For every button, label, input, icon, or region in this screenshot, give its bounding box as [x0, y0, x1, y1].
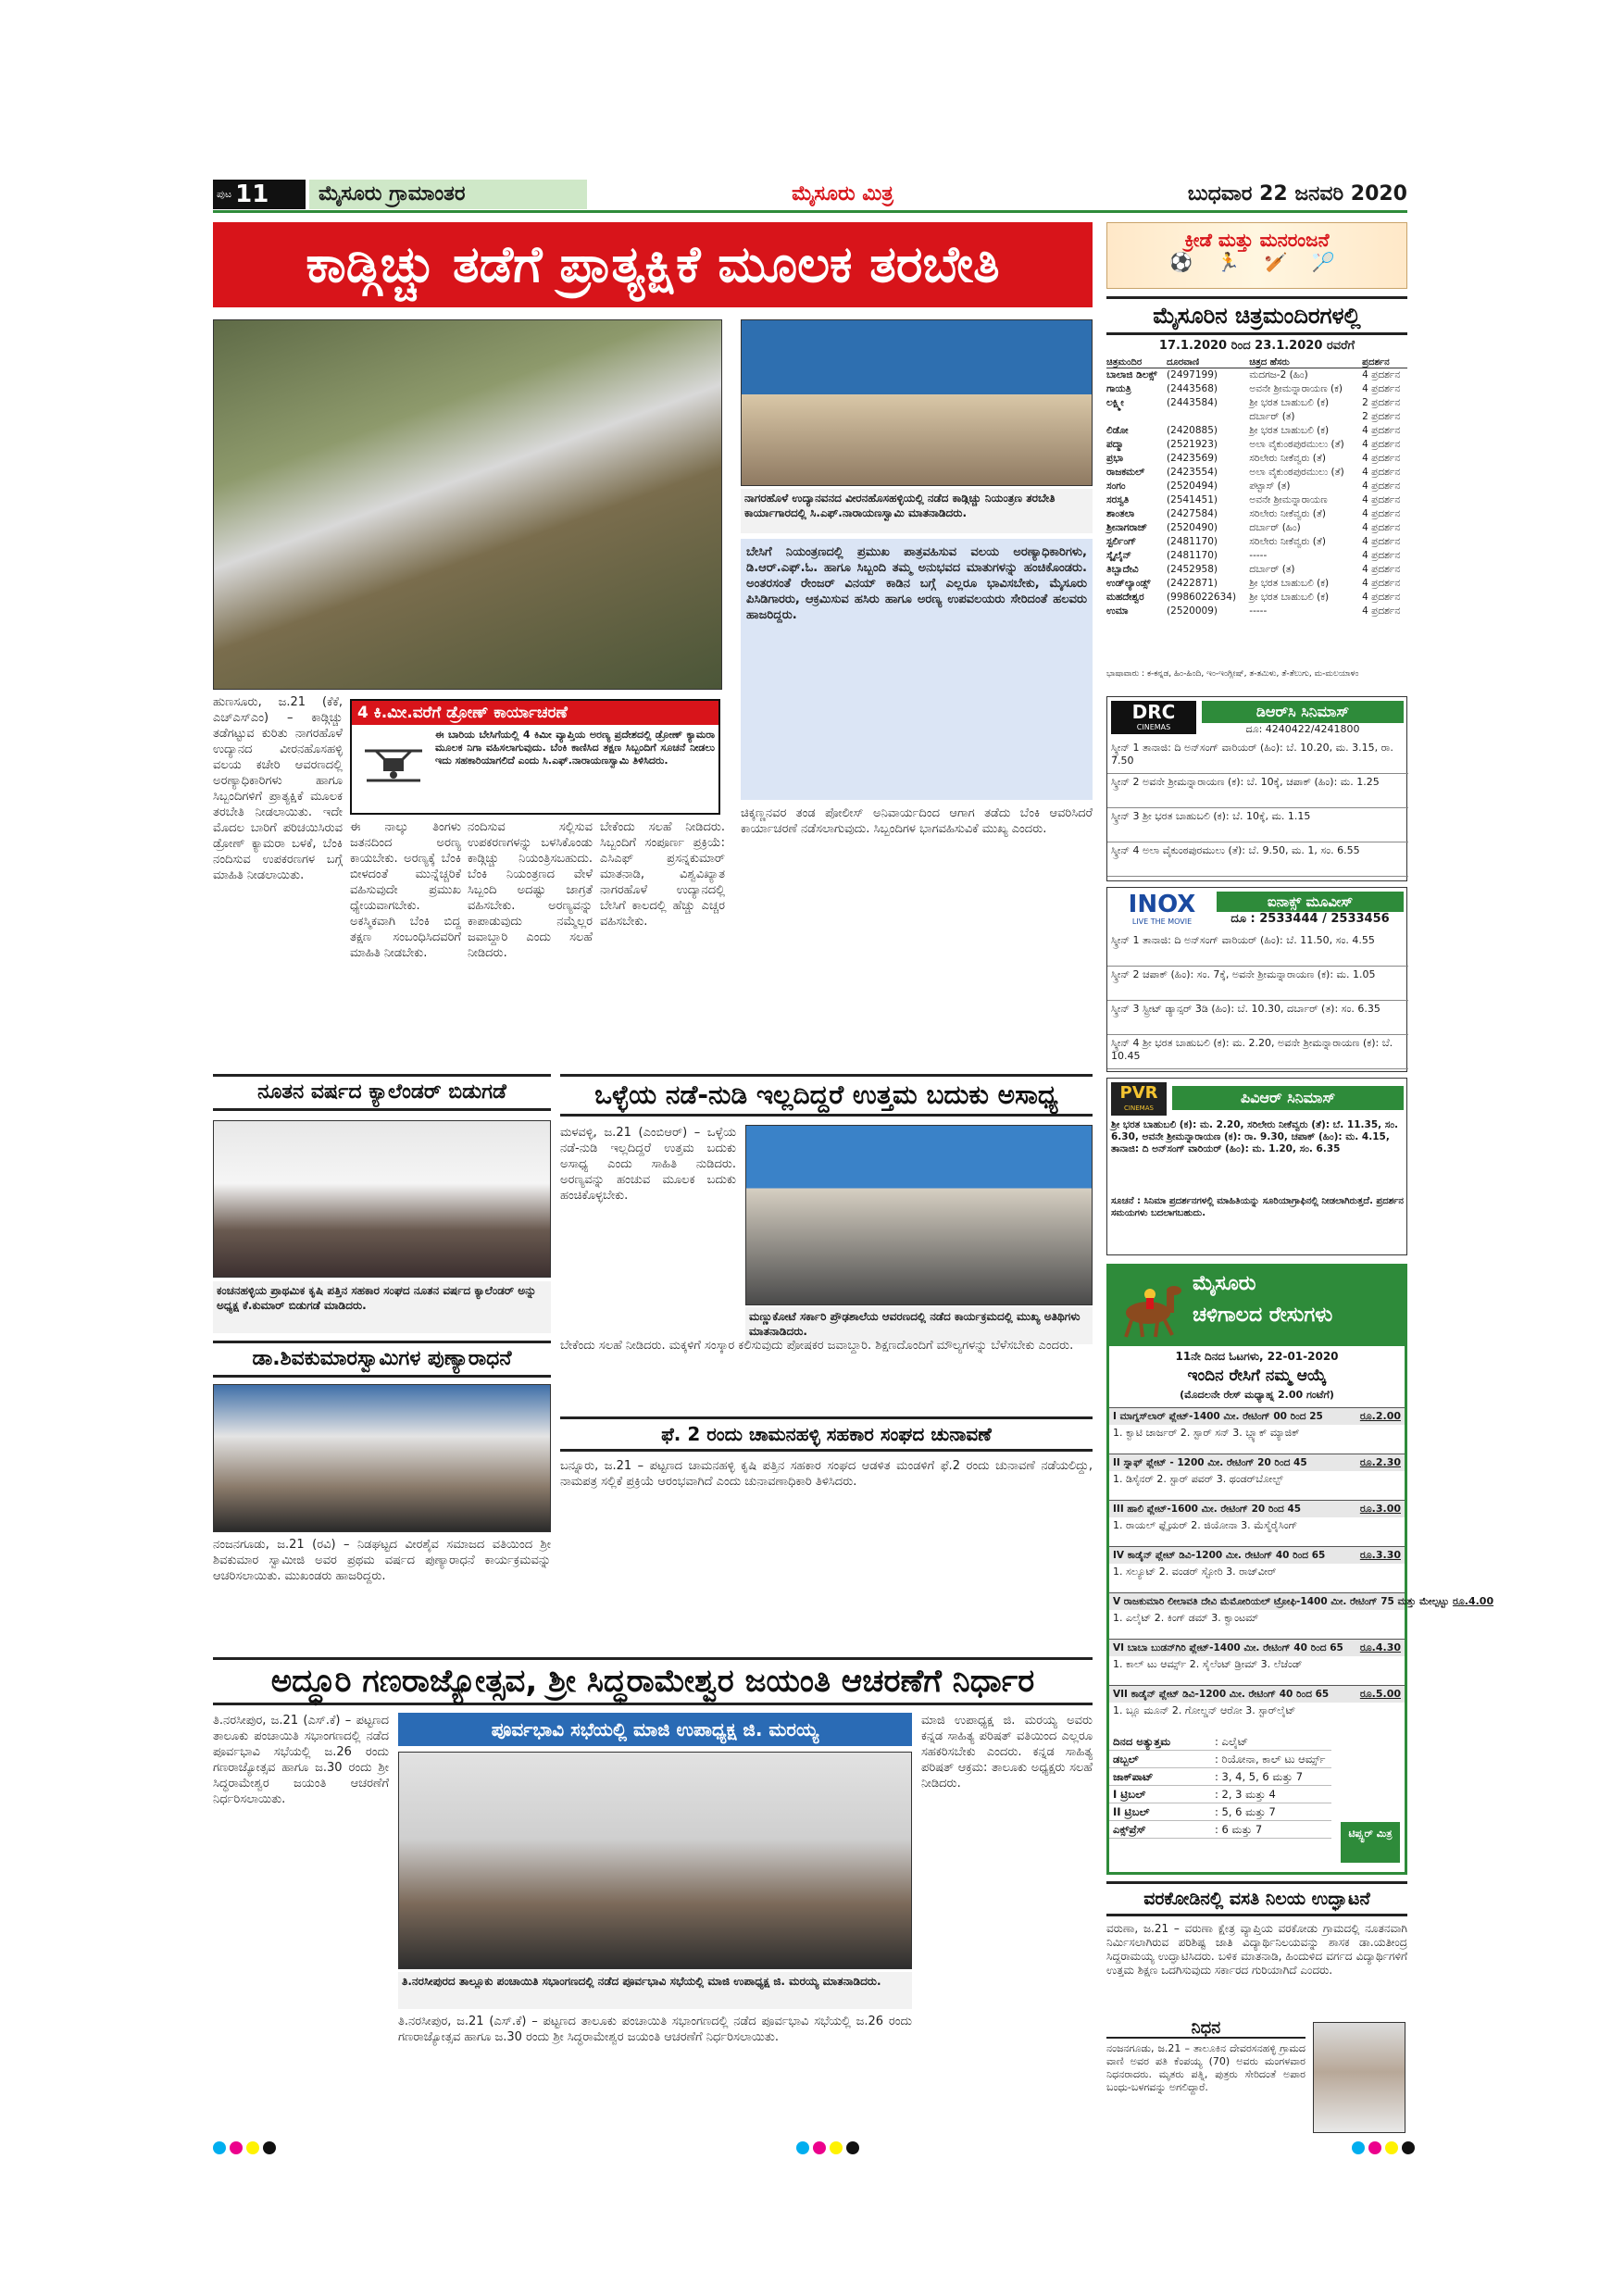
cinemas-table-cell: ಉಡ್‌ಲ್ಯಾಂಡ್ಸ್	[1106, 578, 1151, 589]
drc-logo	[1111, 701, 1196, 734]
lead-body-col2: ಈ ನಾಲ್ಕು ತಿಂಗಳು ಜತನದಿಂದ ಅರಣ್ಯ ಕಾಯಬೇಕು. ಅರಣ್ಯಕ್ಕೆ ಬೆಂಕಿ ಬೀಳದಂತೆ ಮುನ್ನೆಚ್ಚರಿಕೆ ವಹಿಸುವುದೇ ಪ್ರಮುಖ ಧ್ಯೇಯವಾಗಬೇಕು. ಅಕಸ್ಮಿಕವಾಗಿ ಬೆಂಕಿ ಬಿದ್ದ ತಕ್ಷಣ ಸಂಬಂಧಿಸಿದವರಿಗೆ ಮಾಹಿತಿ ನೀಡಬೇಕು.	[350, 820, 461, 960]
cinemas-table-cell: ಸರಿಲೇರು ನೀಕೆವ್ವರು (ತೆ)	[1249, 453, 1326, 464]
inox-screen-row: ಸ್ಕ್ರೀನ್ 1 ತಾನಾಜಿ: ದಿ ಅನ್‌ಸಂಗ್ ವಾರಿಯರ್ (ಹಿಂ): ಬೆ. 11.50, ಸಂ. 4.55	[1107, 932, 1408, 967]
health-caption: ಮಣ್ಣುಕೋಟೆ ಸರ್ಕಾರಿ ಪ್ರೌಢಶಾಲೆಯ ಆವರಣದಲ್ಲಿ ನಡೆದ ಕಾರ್ಯಕ್ರಮದಲ್ಲಿ ಮುಖ್ಯ ಅತಿಥಿಗಳು ಮಾತನಾಡಿದರು.	[745, 1307, 1093, 1344]
cinemas-table-row	[1106, 410, 1407, 424]
pvr-text: ಶ್ರೀ ಭರತ ಬಾಹುಬಲಿ (ಕ): ಮ. 2.20, ಸರಿಲೇರು ನೀಕೆವ್ವರು (ತೆ): ಬೆ. 11.35, ಸಂ. 6.30, ಅವನೇ ಶ್ರೀಮನ್ನಾರಾಯಣ (ಕ): ರಾ. 9.30, ಚಪಾಕ್ (ಹಿಂ): ಮ. 4.15, ತಾನಾಜಿ: ದಿ ಅನ್‌ಸಂಗ್ ವಾರಿಯರ್ (ಹಿಂ): ಮ. 1.20, ಸಂ. 6.35	[1111, 1119, 1398, 1154]
cinemas-table-cell: ಶ್ರೀ ಭರತ ಬಾಹುಬಲಿ (ಕ)	[1249, 397, 1330, 408]
drc-screens	[1107, 740, 1408, 880]
race-item	[1109, 1685, 1405, 1731]
lead-body-col4: ಬೇಕೆಂದು ಸಲಹೆ ನೀಡಿದರು. ಸಿಬ್ಬಂದಿಗೆ ಸಂಪೂರ್ಣ ಪ್ರಕ್ರಿಯೆ: ಎಸಿಎಫ್ ಪ್ರಸನ್ನಕುಮಾರ್ ಮಾತನಾಡಿ, ವಿಶ್ವವಿಖ್ಯಾತ ನಾಗರಹೊಳೆ ಉದ್ಯಾನದಲ್ಲಿ ಬೇಸಿಗೆ ಕಾಲದಲ್ಲಿ ಹೆಚ್ಚು ಎಚ್ಚರ ವಹಿಸಬೇಕು.	[600, 820, 725, 929]
republic-photo	[398, 1752, 912, 1969]
cinemas-table-row	[1106, 466, 1407, 480]
cinemas-table-cell: ಸಂಗಂ	[1106, 480, 1126, 492]
drc-logo-sub: CINEMAS	[1136, 723, 1171, 731]
drc-screen-row: ಸ್ಕ್ರೀನ್ 3 ಶ್ರೀ ಭರತ ಬಾಹುಬಲಿ (ಕ): ಬೆ. 10ಕ್ಕೆ, ಮ. 1.15	[1107, 808, 1408, 842]
republic-sub-headline: ಪೂರ್ವಭಾವಿ ಸಭೆಯಲ್ಲಿ ಮಾಜಿ ಉಪಾಧ್ಯಕ್ಷ ಜಿ. ಮರಯ್ಯ	[398, 1713, 912, 1746]
race-summary-row	[1109, 1751, 1331, 1768]
cinemas-table-cell: (2497199)	[1167, 369, 1218, 381]
race-picks: 1. ಕಾಲ್ ಟು ಆರ್ಮ್ಸ್ 2. ಸೈಲೆಂಟ್ ಡ್ರೀಮ್ 3. ಲೆಜೆಂಡ್	[1113, 1658, 1303, 1670]
racing-start-time: (ಮೊದಲನೇ ರೇಸ್ ಮಧ್ಯಾಹ್ನ 2.00 ಗಂಟೆಗೆ)	[1180, 1389, 1334, 1401]
lead-body-col5: ಚಿಕ್ಕಣ್ಣನವರ ತಂಡ ಪೋಲೀಸ್ ಅನಿವಾರ್ಯದಿಂದ ಆಗಾಗ ತಡೆದು ಬೆಂಕಿ ಆವರಿಸಿದರೆ ಕಾರ್ಯಾಚರಣೆ ನಡೆಸಲಾಗುವುದು. ಸಿಬ್ಬಂದಿಗಳ ಭಾಗವಹಿಸುವಿಕೆ ಮುಖ್ಯ ಎಂದರು.	[741, 806, 1093, 836]
section-name: ಮೈಸೂರು ಗ್ರಾಮಾಂತರ	[309, 180, 587, 209]
cinemas-table-cell: ಪ್ರಭಾ	[1106, 453, 1124, 464]
race-summary-value: : ಎಲೈಟ್	[1215, 1735, 1249, 1748]
inox-screens	[1107, 932, 1408, 1071]
cinemas-table-cell: 4 ಪ್ರದರ್ಶನ	[1362, 508, 1401, 519]
cinemas-table-row	[1106, 535, 1407, 549]
health-text-col2: ಬೇಕೆಂದು ಸಲಹೆ ನೀಡಿದರು. ಮಕ್ಕಳಿಗೆ ಸಂಸ್ಕಾರ ಕಲಿಸುವುದು ಪೋಷಕರ ಜವಾಬ್ದಾರಿ. ಶಿಕ್ಷಣದೊಂದಿಗೆ ಮೌಲ್ಯಗಳನ್ನು ಬೆಳೆಸಬೇಕು ಎಂದರು.	[560, 1339, 1074, 1353]
drone-icon	[357, 732, 430, 797]
cinemas-table-cell: (2422871)	[1167, 578, 1218, 589]
racing-today: ಇಂದಿನ ರೇಸಿಗೆ ನಮ್ಮ ಆಯ್ಕೆ	[1187, 1366, 1327, 1385]
cinemas-table-row	[1106, 452, 1407, 466]
republic-headline: ಅದ್ಧೂರಿ ಗಣರಾಜ್ಯೋತ್ಸವ, ಶ್ರೀ ಸಿದ್ಧರಾಮೇಶ್ವರ ಜಯಂತಿ ಆಚರಣೆಗೆ ನಿರ್ಧಾರ	[213, 1657, 1093, 1705]
cinemas-table	[1106, 357, 1407, 618]
cinemas-table-cell: ಶ್ರೀ ಭರತ ಬಾಹುಬಲಿ (ಕ)	[1249, 592, 1330, 603]
cinemas-table-row	[1106, 382, 1407, 396]
drc-logo-text: DRC	[1131, 701, 1176, 723]
drc-block	[1106, 696, 1407, 881]
race-prize: ರೂ.3.30	[1359, 1549, 1401, 1561]
drone-box-title: 4 ಕಿ.ಮೀ.ವರೆಗೆ ಡ್ರೋಣ್ ಕಾರ್ಯಾಚರಣೆ	[352, 701, 718, 725]
cinemas-table-cell: 4 ಪ್ರದರ್ಶನ	[1362, 480, 1401, 492]
pvr-logo-text: PVR	[1119, 1083, 1158, 1103]
race-summary-value: : 5, 6 ಮತ್ತು 7	[1215, 1805, 1276, 1818]
race-summary-value: : ರಿಯೋನಾ, ಕಾಲ್ ಟು ಆರ್ಮ್ಸ್	[1215, 1753, 1326, 1766]
cinemas-table-cell: 4 ಪ್ರದರ್ಶನ	[1362, 453, 1401, 464]
cinemas-table-cell: (2423554)	[1167, 467, 1218, 478]
inox-screen-row: ಸ್ಕ್ರೀನ್ 4 ಶ್ರೀ ಭರತ ಬಾಹುಬಲಿ (ಕ): ಮ. 2.20, ಅವನೇ ಶ್ರೀಮನ್ನಾರಾಯಣ (ಕ): ಬೆ. 10.45	[1107, 1035, 1408, 1069]
cinemas-table-cell: 4 ಪ್ರದರ್ಶನ	[1362, 494, 1401, 505]
cinemas-table-cell: ಶಾಂತಲಾ	[1106, 508, 1135, 519]
page-number-box	[213, 180, 306, 209]
cinemas-table-cell: ಸರಿಲೇರು ನೀಕೆವ್ವರು (ತೆ)	[1249, 536, 1326, 547]
cinemas-table-cell: 4 ಪ್ರದರ್ಶನ	[1362, 578, 1401, 589]
cinemas-table-cell: 4 ಪ್ರದರ್ಶನ	[1362, 536, 1401, 547]
republic-text-col4: ಮಾಜಿ ಉಪಾಧ್ಯಕ್ಷ ಜಿ. ಮರಯ್ಯ ಅವರು ಕನ್ನಡ ಸಾಹಿತ್ಯ ಪರಿಷತ್ ವತಿಯಿಂದ ಎಲ್ಲರೂ ಸಹಕರಿಸಬೇಕು ಎಂದರು. ಕನ್ನಡ ಸಾಹಿತ್ಯ ಪರಿಷತ್ ಆಕ್ರಮ: ತಾಲೂಕು ಅಧ್ಯಕ್ಷರು ಸಲಹೆ ನೀಡಿದರು.	[921, 1714, 1093, 1791]
cinemas-table-wrap	[1106, 357, 1407, 668]
cinemas-table-row	[1106, 493, 1407, 507]
drone-box-text: ಈ ಬಾರಿಯ ಬೇಸಿಗೆಯಲ್ಲಿ 4 ಕಿಮೀ ವ್ಯಾಪ್ತಿಯ ಅರಣ್ಯ ಪ್ರದೇಶದಲ್ಲಿ ಡ್ರೋಣ್ ಕ್ಯಾಮರಾ ಮೂಲಕ ನಿಗಾ ವಹಿಸಲಾಗುವುದು. ಬೆಂಕಿ ಕಾಣಿಸಿದ ತಕ್ಷಣ ಸಿಬ್ಬಂದಿಗೆ ಸೂಚನೆ ನೀಡಲು ಇದು ಸಹಕಾರಿಯಾಗಲಿದೆ ಎಂದು ಸಿ.ಎಫ್.ನಾರಾಯಣಸ್ವಾಮಿ ತಿಳಿಸಿದರು.	[435, 729, 715, 767]
cinemas-table-row	[1106, 563, 1407, 577]
republic-text-bottom: ತಿ.ನರಸೀಪುರ, ಜ.21 (ಎಸ್.ಕೆ) – ಪಟ್ಟಣದ ತಾಲೂಕು ಪಂಚಾಯಿತಿ ಸಭಾಂಗಣದಲ್ಲಿ ನಡೆದ ಪೂರ್ವಭಾವಿ ಸಭೆಯಲ್ಲಿ ಜ.26 ರಂದು ಗಣರಾಜ್ಯೋತ್ಸವ ಹಾಗೂ ಜ.30 ರಂದು ಶ್ರೀ ಸಿದ್ಧರಾಮೇಶ್ವರ ಜಯಂತಿ ಆಚರಣೆಗೆ ನಿರ್ಧರಿಸಲಾಯಿತು.	[398, 2015, 912, 2044]
punyaradhane-headline: ಡಾ.ಶಿವಕುಮಾರಸ್ವಾಮಿಗಳ ಪುಣ್ಯಾರಾಧನೆ	[213, 1341, 551, 1378]
print-registration-marks-left	[213, 2140, 324, 2155]
race-prize: ರೂ.4.00	[1452, 1595, 1494, 1607]
hostel-text: ವರುಣಾ, ಜ.21 – ವರುಣಾ ಕ್ಷೇತ್ರ ವ್ಯಾಪ್ತಿಯ ವರಕೋಡು ಗ್ರಾಮದಲ್ಲಿ ನೂತನವಾಗಿ ನಿರ್ಮಿಸಲಾಗಿರುವ ಪರಿಶಿಷ್ಟ ಜಾತಿ ವಿದ್ಯಾರ್ಥಿನಿಲಯವನ್ನು ಶಾಸಕ ಡಾ.ಯತೀಂದ್ರ ಸಿದ್ದರಾಮಯ್ಯ ಉದ್ಘಾಟಿಸಿದರು. ಬಳಿಕ ಮಾತನಾಡಿ, ಹಿಂದುಳಿದ ವರ್ಗದ ವಿದ್ಯಾರ್ಥಿಗಳಿಗೆ ಉತ್ತಮ ಶಿಕ್ಷಣ ಒದಗಿಸುವುದು ಸರ್ಕಾರದ ಗುರಿಯಾಗಿದೆ ಎಂದರು.	[1106, 1922, 1407, 1977]
race-title	[1109, 1408, 1405, 1425]
race-list	[1109, 1407, 1494, 1731]
cinemas-table-cell: ದರ್ಬಾರ್ (ಹಿಂ)	[1249, 522, 1301, 533]
pvr-note: ಸೂಚನೆ : ಸಿನಿಮಾ ಪ್ರದರ್ಶನಗಳಲ್ಲಿ ಮಾಹಿತಿಯನ್ನು ಸೂರಿಯಾಗ್ರಾಫಿನಲ್ಲಿ ನೀಡಲಾಗಿರುತ್ತದೆ. ಪ್ರದರ್ಶನ ಸಮಯಗಳು ಬದಲಾಗಬಹುದು.	[1111, 1196, 1404, 1218]
race-summary-label: ಡಬ್ಬಲ್	[1113, 1753, 1139, 1766]
cinemas-table-cell: (2452958)	[1167, 564, 1218, 575]
election-headline: ಫೆ. 2 ರಂದು ಚಾಮನಹಳ್ಳಿ ಸಹಕಾರ ಸಂಘದ ಚುನಾವಣೆ	[560, 1416, 1093, 1452]
cinemas-table-cell: ಅವನೇ ಶ್ರೀಮನ್ನಾರಾಯಣ	[1249, 494, 1328, 505]
paper-name: ಮೈಸೂರು ಮಿತ್ರ	[792, 182, 893, 206]
cinemas-table-cell: 4 ಪ್ರದರ್ಶನ	[1362, 369, 1401, 381]
race-summary-value: : 6 ಮತ್ತು 7	[1215, 1823, 1263, 1836]
racing-day-line: 11ನೇ ದಿನದ ಓಟಗಳು, 22-01-2020	[1175, 1350, 1339, 1363]
calendar-headline: ನೂತನ ವರ್ಷದ ಕ್ಯಾಲೆಂಡರ್ ಬಿಡುಗಡೆ	[213, 1074, 551, 1111]
inox-block	[1106, 887, 1407, 1072]
cinemas-table-cell: (2443568)	[1167, 383, 1218, 394]
sports-banner	[1106, 222, 1407, 289]
cinemas-table-cell: ದರ್ಬಾರ್ (ತ)	[1249, 564, 1295, 575]
racing-header	[1109, 1267, 1405, 1346]
calendar-photo	[213, 1120, 551, 1278]
cinemas-table-row	[1106, 438, 1407, 452]
cinemas-table-cell: ರಾಜಕಮಲ್	[1106, 467, 1145, 478]
race-item	[1109, 1407, 1405, 1454]
cinemas-table-row	[1106, 577, 1407, 591]
cinemas-table-cell: ಮದಗಜ-2 (ಹಿಂ)	[1249, 369, 1308, 381]
cinemas-table-row	[1106, 521, 1407, 535]
cinemas-table-cell: ಮಹದೇಶ್ವರ	[1106, 592, 1144, 603]
race-title	[1109, 1593, 1494, 1610]
republic-text-col1: ತಿ.ನರಸೀಪುರ, ಜ.21 (ಎಸ್.ಕೆ) – ಪಟ್ಟಣದ ತಾಲೂಕು ಪಂಚಾಯಿತಿ ಸಭಾಂಗಣದಲ್ಲಿ ನಡೆದ ಪೂರ್ವಭಾವಿ ಸಭೆಯಲ್ಲಿ ಜ.26 ರಂದು ಗಣರಾಜ್ಯೋತ್ಸವ ಹಾಗೂ ಜ.30 ರಂದು ಶ್ರೀ ಸಿದ್ಧರಾಮೇಶ್ವರ ಜಯಂತಿ ಆಚರಣೆಗೆ ನಿರ್ಧರಿಸಲಾಯಿತು.	[213, 1714, 389, 1806]
lead-body-col3: ನಂದಿಸುವ ಸಲ್ಲಿಸುವ ಉಪಕರಣಗಳನ್ನು ಬಳಸಿಕೊಂಡು ಕಾಡ್ಗಿಚ್ಚು ನಿಯಂತ್ರಿಸಬಹುದು. ಬೆಂಕಿ ನಿಯಂತ್ರಣದ ವೇಳೆ ಸಿಬ್ಬಂದಿ ಅದಷ್ಟು ಜಾಗ್ರತೆ ವಹಿಸಬೇಕು. ಅರಣ್ಯವನ್ನು ಕಾಪಾಡುವುದು ನಮ್ಮೆಲ್ಲರ ಜವಾಬ್ದಾರಿ ಎಂದು ಸಲಹೆ ನೀಡಿದರು.	[468, 820, 593, 960]
republic-caption: ತಿ.ನರಸೀಪುರದ ತಾಲ್ಲೂಕು ಪಂಚಾಯಿತಿ ಸಭಾಂಗಣದಲ್ಲಿ ನಡೆದ ಪೂರ್ವಭಾವಿ ಸಭೆಯಲ್ಲಿ ಮಾಜಿ ಉಪಾಧ್ಯಕ್ಷ ಜಿ. ಮರಯ್ಯ ಮಾತನಾಡಿದರು.	[398, 1972, 912, 2009]
cinemas-note: ಭಾಷಾವಾರು : ಕ-ಕನ್ನಡ, ಹಿಂ-ಹಿಂದಿ, ಇಂ-ಇಂಗ್ಲೀಷ್, ತ-ತಮಿಳು, ತೆ-ತೆಲುಗು, ಮ-ಮಲಯಾಳಂ	[1106, 669, 1359, 679]
cinemas-table-cell: 4 ಪ್ರದರ್ಶನ	[1362, 425, 1401, 436]
cinemas-table-row	[1106, 368, 1407, 383]
race-title-text: II ಸ್ನಾಫ್ ಪ್ಲೇಟ್ - 1200 ಮೀ. ರೇಟಿಂಗ್ 20 ರಿಂದ 45	[1113, 1457, 1307, 1468]
race-title-text: V ರಾಜಕುಮಾರಿ ಲೀಲಾವತಿ ದೇವಿ ಮೆಮೋರಿಯಲ್ ಟ್ರೋಫಿ-1400 ಮೀ. ರೇಟಿಂಗ್ 75 ಮತ್ತು ಮೇಲ್ಪಟ್ಟು	[1113, 1596, 1449, 1607]
cinemas-headline: ಮೈಸೂರಿನ ಚಿತ್ರಮಂದಿರಗಳಲ್ಲಿ	[1106, 296, 1407, 335]
cinemas-table-cell: 4 ಪ್ರದರ್ಶನ	[1362, 522, 1401, 533]
race-prize: ರೂ.3.00	[1359, 1503, 1401, 1515]
cinemas-table-row	[1106, 549, 1407, 563]
race-prize: ರೂ.5.00	[1359, 1688, 1401, 1700]
race-summary-row	[1109, 1803, 1331, 1821]
lead-body-col1: ಹುಣಸೂರು, ಜ.21 (ಕೆಕೆ, ಎಚ್‌ಎಸ್‌ಎಂ) – ಕಾಡ್ಗಿಚ್ಚು ತಡೆಗಟ್ಟುವ ಕುರಿತು ನಾಗರಹೊಳೆ ಉದ್ಯಾನದ ವೀರನಹೊಸಹಳ್ಳಿ ವಲಯ ಕಚೇರಿ ಆವರಣದಲ್ಲಿ ಅರಣ್ಯಾಧಿಕಾರಿಗಳು ಹಾಗೂ ಸಿಬ್ಬಂದಿಗಳಿಗೆ ಪ್ರಾತ್ಯಕ್ಷಿಕೆ ಮೂಲಕ ತರಬೇತಿ ನೀಡಲಾಯಿತು. ಇದೇ ಮೊದಲ ಬಾರಿಗೆ ಪರಿಚಯಿಸಿರುವ ಡ್ರೋಣ್ ಕ್ಯಾಮರಾ ಬಳಕೆ, ಬೆಂಕಿ ನಂದಿಸುವ ಉಪಕರಣಗಳ ಬಗ್ಗೆ ಮಾಹಿತಿ ನೀಡಲಾಯಿತು.	[213, 695, 343, 882]
drone-box	[350, 699, 720, 815]
race-summary-label: II ಟ್ರಿಬಲ್	[1113, 1805, 1150, 1818]
election-text: ಬನ್ನೂರು, ಜ.21 – ಪಟ್ಟಣದ ಚಾಮನಹಳ್ಳಿ ಕೃಷಿ ಪತ್ತಿನ ಸಹಕಾರ ಸಂಘದ ಆಡಳಿತ ಮಂಡಳಿಗೆ ಫೆ.2 ರಂದು ಚುನಾವಣೆ ನಡೆಯಲಿದ್ದು, ನಾಮಪತ್ರ ಸಲ್ಲಿಕೆ ಪ್ರಕ್ರಿಯೆ ಆರಂಭವಾಗಿದೆ ಎಂದು ಚುನಾವಣಾಧಿಕಾರಿ ತಿಳಿಸಿದರು.	[560, 1459, 1093, 1489]
race-item	[1109, 1639, 1405, 1685]
racing-title-line1: ಮೈಸೂರು	[1193, 1272, 1256, 1295]
cinemas-table-row	[1106, 507, 1407, 521]
cinemas-table-row	[1106, 591, 1407, 605]
cinemas-table-cell	[1167, 410, 1249, 424]
race-summary-label: ಎಕ್ಸ್‌ಪ್ರೆಸ್	[1113, 1823, 1146, 1836]
race-summary-value: : 3, 4, 5, 6 ಮತ್ತು 7	[1215, 1770, 1304, 1783]
race-summary-row	[1109, 1786, 1331, 1803]
race-title	[1109, 1454, 1405, 1471]
cinemas-col-shows: ಪ್ರದರ್ಶನ	[1362, 357, 1390, 368]
race-summary-label: ಜಾಕ್‌ಪಾಟ್	[1113, 1770, 1154, 1783]
cinemas-table-cell: ಸರಿಲೇರು ನೀಕೆವ್ವರು (ತೆ)	[1249, 508, 1326, 519]
print-registration-marks-right	[1352, 2140, 1463, 2155]
cinemas-table-cell: ಅಲಾ ವೈಕುಂಠಪುರಮುಲು (ತೆ)	[1249, 439, 1344, 450]
pvr-logo	[1111, 1082, 1167, 1116]
cinemas-table-cell: ಲಿಡೋ	[1106, 425, 1129, 436]
race-title-text: I ಮಾಗ್ನಸ್‌ಲಾರ್ ಪ್ಲೇಟ್-1400 ಮೀ. ರೇಟಿಂಗ್ 00 ರಿಂದ 25	[1113, 1411, 1323, 1422]
cinemas-table-cell: ಸ್ಟರ್ಲಿಂಗ್	[1106, 536, 1137, 547]
cinemas-col-phone: ದೂರವಾಣಿ	[1167, 357, 1200, 368]
race-prize: ರೂ.2.30	[1359, 1456, 1401, 1468]
lead-headline: ಕಾಡ್ಗಿಚ್ಚು ತಡೆಗೆ ಪ್ರಾತ್ಯಕ್ಷಿಕೆ ಮೂಲಕ ತರಬೇತಿ	[213, 222, 1093, 307]
race-picks: 1. ಡಿಸೈನರ್ 2. ಸ್ಟಾರ್ ಪವರ್ 3. ಥಂಡರ್‌ಬೋಲ್ಟ್	[1113, 1473, 1283, 1485]
race-picks: 1. ಬ್ಲೂ ಮೂನ್ 2. ಗೋಲ್ಡನ್ ಆರೋ 3. ಸ್ಟಾರ್‌ಲೈಟ್	[1113, 1704, 1296, 1716]
drc-screen-row: ಸ್ಕ್ರೀನ್ 1 ತಾನಾಜಿ: ದಿ ಅನ್‌ಸಂಗ್ ವಾರಿಯರ್ (ಹಿಂ): ಬೆ. 10.20, ಮ. 3.15, ರಾ. 7.50	[1107, 740, 1408, 774]
aerial-fire-photo	[213, 319, 722, 690]
cinemas-table-row	[1106, 424, 1407, 438]
cinemas-table-cell: 4 ಪ್ರದರ್ಶನ	[1362, 383, 1401, 394]
cinemas-table-cell: ಪದ್ಮಾ	[1106, 439, 1124, 450]
meeting-photo-caption: ನಾಗರಹೊಳೆ ಉದ್ಯಾನವನದ ವೀರನಹೊಸಹಳ್ಳಿಯಲ್ಲಿ ನಡೆದ ಕಾಡ್ಗಿಚ್ಚು ನಿಯಂತ್ರಣ ತರಬೇತಿ ಕಾರ್ಯಾಗಾರದಲ್ಲಿ ಸಿ.ಎಫ್.ನಾರಾಯಣಸ್ವಾಮಿ ಮಾತನಾಡಿದರು.	[741, 489, 1093, 533]
inox-logo-sub: LIVE THE MOVIE	[1131, 917, 1193, 926]
cinemas-table-header	[1106, 357, 1407, 368]
race-picks: 1. ರಾಯಲ್ ಫ್ಲೈಯರ್ 2. ಜಿಯೋನಾ 3. ಮೆಸ್ಮೆರೈಸಿಂಗ್	[1113, 1519, 1298, 1531]
cinemas-col-movie: ಚಿತ್ರದ ಹೆಸರು	[1249, 357, 1290, 368]
race-picks: 1. ಎಲೈಟ್ 2. ಕಿಂಗ್ ಡಮ್ 3. ಕ್ವಾಂಟಮ್	[1113, 1612, 1259, 1624]
lead-info-box: ಬೇಸಿಗೆ ನಿಯಂತ್ರಣದಲ್ಲಿ ಪ್ರಮುಖ ಪಾತ್ರವಹಿಸುವ ವಲಯ ಅರಣ್ಯಾಧಿಕಾರಿಗಳು, ಡಿ.ಆರ್.ಎಫ್.ಓ. ಹಾಗೂ ಸಿಬ್ಬಂದಿ ತಮ್ಮ ಅನುಭವದ ಮಾತುಗಳನ್ನು ಹಂಚಿಕೊಂಡರು. ಅಂತರಸಂತೆ ರೇಂಜರ್ ವಿನಯ್ ಕಾಡಿನ ಬಗ್ಗೆ ಎಲ್ಲರೂ ಭಾವಿಸಬೇಕು, ಮೈಸೂರು ಪಿಸಿಡಿಗಾರರು, ಆಕ್ರಮಿಸುವ ಹಸಿರು ಹಾಗೂ ಅರಣ್ಯ ಉಪವಲಯರು ಸೇರಿದಂತೆ ಹಲವರು ಹಾಜರಿದ್ದರು.	[741, 539, 1093, 800]
cinemas-table-cell: (2520009)	[1167, 605, 1218, 617]
pvr-title: ಪಿವಿಆರ್ ಸಿನಿಮಾಸ್	[1172, 1086, 1404, 1110]
page-label: ಪುಟ	[217, 188, 232, 200]
cinemas-table-cell: 4 ಪ್ರದರ್ಶನ	[1362, 439, 1401, 450]
cinemas-table-cell: -----	[1249, 605, 1268, 617]
race-title	[1109, 1547, 1405, 1564]
race-prize: ರೂ.2.00	[1359, 1410, 1401, 1422]
cinemas-table-cell: ದರ್ಬಾರ್ (ತ)	[1249, 411, 1295, 422]
cinemas-table-cell: ಶ್ರೀನಾಗರಾಜ್	[1106, 522, 1148, 533]
race-summary-label: ದಿನದ ಅತ್ಯುತ್ತಮ	[1113, 1735, 1171, 1748]
race-title-text: VI ಬಾಬಾ ಬುಡನ್‌ಗಿರಿ ಪ್ಲೇಟ್-1400 ಮೀ. ರೇಟಿಂಗ್ 40 ರಿಂದ 65	[1113, 1642, 1343, 1653]
race-title	[1109, 1501, 1405, 1517]
race-item	[1109, 1454, 1405, 1500]
punyaradhane-photo	[213, 1384, 551, 1532]
inox-logo	[1111, 892, 1213, 929]
cinemas-table-cell: (2541451)	[1167, 494, 1218, 505]
race-item	[1109, 1592, 1494, 1639]
cinemas-table-cell: 4 ಪ್ರದರ್ಶನ	[1362, 592, 1401, 603]
race-prize: ರೂ.4.30	[1359, 1641, 1401, 1653]
obituary-headline: ನಿಧನ	[1106, 2018, 1305, 2039]
drc-screen-row: ಸ್ಕ್ರೀನ್ 2 ಅವನೇ ಶ್ರೀಮನ್ನಾರಾಯಣ (ಕ): ಬೆ. 10ಕ್ಕೆ, ಚಪಾಕ್ (ಹಿಂ): ಮ. 1.25	[1107, 774, 1408, 808]
issue-date: ಬುಧವಾರ 22 ಜನವರಿ 2020	[1187, 182, 1407, 206]
obituary-portrait	[1313, 2022, 1405, 2133]
drc-title: ಡಿಆರ್‌ಸಿ ಸಿನಿಮಾಸ್	[1202, 701, 1404, 723]
racing-title-line2: ಚಳಿಗಾಲದ ರೇಸುಗಳು	[1193, 1304, 1333, 1327]
cinemas-table-cell: ಪಟ್ಟಾಸ್ (ತ)	[1249, 480, 1291, 492]
meeting-photo	[741, 319, 1093, 486]
health-headline: ಒಳ್ಳೆಯ ನಡೆ-ನುಡಿ ಇಲ್ಲದಿದ್ದರೆ ಉತ್ತಮ ಬದುಕು ಅಸಾಧ್ಯ	[560, 1074, 1093, 1117]
cinemas-table-cell: 4 ಪ್ರದರ್ಶನ	[1362, 605, 1401, 617]
race-item	[1109, 1500, 1405, 1546]
punyaradhane-text: ನಂಜನಗೂಡು, ಜ.21 (ರವಿ) – ನಿಡಘಟ್ಟದ ವೀರಶೈವ ಸಮಾಜದ ವತಿಯಿಂದ ಶ್ರೀ ಶಿವಕುಮಾರ ಸ್ವಾಮೀಜಿ ಅವರ ಪ್ರಥಮ ವರ್ಷದ ಪುಣ್ಯಾರಾಧನೆ ಕಾರ್ಯಕ್ರಮವನ್ನು ಆಚರಿಸಲಾಯಿತು. ಮುಖಂಡರು ಹಾಜರಿದ್ದರು.	[213, 1538, 551, 1583]
masthead	[213, 178, 1407, 213]
cinemas-table-cell: ಶ್ರೀ ಭರತ ಬಾಹುಬಲಿ (ಕ)	[1249, 425, 1330, 436]
race-summary-row	[1109, 1768, 1331, 1786]
cinemas-table-cell: ಅಲಾ ವೈಕುಂಠಪುರಮುಲು (ತೆ)	[1249, 467, 1344, 478]
cinemas-table-cell: 2 ಪ್ರದರ್ಶನ	[1362, 397, 1401, 408]
print-registration-marks-mid	[796, 2140, 907, 2155]
pvr-block	[1106, 1078, 1407, 1255]
race-title-text: III ಹಾಲಿ ಪ್ಲೇಟ್-1600 ಮೀ. ರೇಟಿಂಗ್ 20 ರಿಂದ 45	[1113, 1504, 1302, 1515]
race-item	[1109, 1546, 1405, 1592]
race-summary-row	[1109, 1821, 1331, 1839]
page-number: 11	[235, 181, 269, 208]
race-title-text: VII ಕಾಡೈನ್ ಪ್ಲೇಟ್ ಡಿವಿ-1200 ಮೀ. ರೇಟಿಂಗ್ 40 ರಿಂದ 65	[1113, 1689, 1330, 1700]
cinemas-table-cell: (9986022634)	[1167, 592, 1237, 603]
cinemas-table-cell: ಶ್ರೀ ಭರತ ಬಾಹುಬಲಿ (ಕ)	[1249, 578, 1330, 589]
cinemas-col-theatre: ಚಿತ್ರಮಂದಿರ	[1106, 357, 1143, 368]
race-summary-label: I ಟ್ರಿಬಲ್	[1113, 1788, 1146, 1801]
cinemas-table-cell: 4 ಪ್ರದರ್ಶನ	[1362, 550, 1401, 561]
cinemas-table-cell: ಉಮಾ	[1106, 605, 1129, 617]
cinemas-table-cell: ಬಾಲಾಜಿ ಡಿಲಕ್ಸ್	[1106, 369, 1157, 381]
cinemas-table-cell: (2420885)	[1167, 425, 1218, 436]
inox-title: ಐನಾಕ್ಸ್ ಮೂವೀಸ್	[1217, 892, 1404, 912]
cinemas-table-cell: (2521923)	[1167, 439, 1218, 450]
calendar-caption: ಕಂಚನಹಳ್ಳಿಯ ಪ್ರಾಥಮಿಕ ಕೃಷಿ ಪತ್ತಿನ ಸಹಕಾರ ಸಂಘದ ನೂತನ ವರ್ಷದ ಕ್ಯಾಲೆಂಡರ್ ಅನ್ನು ಅಧ್ಯಕ್ಷ ಕೆ.ಕುಮಾರ್ ಬಿಡುಗಡೆ ಮಾಡಿದರು.	[213, 1281, 551, 1333]
cinemas-table-row	[1106, 480, 1407, 493]
inox-logo-text: INOX	[1128, 891, 1196, 918]
hostel-headline: ವರಕೋಡಿನಲ್ಲಿ ವಸತಿ ನಿಲಯ ಉದ್ಘಾಟನೆ	[1106, 1881, 1407, 1916]
cinemas-table-cell: (2520490)	[1167, 522, 1218, 533]
cinemas-table-cell: (2443584)	[1167, 397, 1218, 408]
cinemas-table-cell: 4 ಪ್ರದರ್ಶನ	[1362, 564, 1401, 575]
drc-screen-row: ಸ್ಕ್ರೀನ್ 4 ಅಲಾ ವೈಕುಂಠಪುರಮುಲು (ತೆ): ಬೆ. 9.50, ಮ. 1, ಸಂ. 6.55	[1107, 842, 1408, 877]
pvr-logo-sub: CINEMAS	[1124, 1104, 1154, 1112]
sports-banner-title: ಕ್ರೀಡೆ ಮತ್ತು ಮನರಂಜನೆ	[1184, 229, 1330, 251]
cinemas-table-cell: ಅವನೇ ಶ್ರೀಮನ್ನಾರಾಯಣ (ಕ)	[1249, 383, 1343, 394]
cinemas-table-cell: -----	[1249, 550, 1268, 561]
cinemas-table-row	[1106, 605, 1407, 618]
inox-phone: ದೂ : 2533444 / 2533456	[1230, 912, 1390, 926]
obituary-text: ನಂಜನಗೂಡು, ಜ.21 – ತಾಲೂಕಿನ ದೇವರಸನಹಳ್ಳಿ ಗ್ರಾಮದ ವಾಣಿ ಅವರ ಪತಿ ಕೆಂಪಯ್ಯ (70) ಅವರು ಮಂಗಳವಾರ ನಿಧನರಾದರು. ಮೃತರು ಪತ್ನಿ, ಪುತ್ರರು ಸೇರಿದಂತೆ ಅಪಾರ ಬಂಧು-ಬಳಗವನ್ನು ಅಗಲಿದ್ದಾರೆ.	[1106, 2042, 1305, 2093]
cinemas-table-cell: ಸರಸ್ವತಿ	[1106, 494, 1130, 505]
race-title-text: IV ಕಾಡೈನ್ ಪ್ಲೇಟ್ ಡಿವಿ-1200 ಮೀ. ರೇಟಿಂಗ್ 40 ರಿಂದ 65	[1113, 1550, 1326, 1561]
inox-screen-row: ಸ್ಕ್ರೀನ್ 3 ಸ್ಟ್ರೀಟ್ ಡ್ಯಾನ್ಸರ್ 3ಡಿ (ಹಿಂ): ಬೆ. 10.30, ದರ್ಬಾರ್ (ತ): ಸಂ. 6.35	[1107, 1001, 1408, 1035]
race-summary-row	[1109, 1733, 1331, 1751]
cinemas-table-cell: ಲಕ್ಷ್ಮೀ	[1106, 397, 1124, 408]
racing-block	[1106, 1264, 1494, 1875]
sports-figures-icon: ⚽ 🏃 🏏 🏸	[1169, 251, 1344, 273]
health-photo	[745, 1125, 1093, 1305]
cinemas-table-cell: (2481170)	[1167, 550, 1218, 561]
race-summary-value: : 2, 3 ಮತ್ತು 4	[1215, 1788, 1276, 1801]
cinemas-table-cell: ಸ್ಕೈಲೈನ್	[1106, 550, 1131, 561]
cinemas-table-cell: (2520494)	[1167, 480, 1218, 492]
cinemas-table-cell: ತಿಬ್ಬಾದೇವಿ	[1106, 564, 1139, 575]
cinemas-date-range: 17.1.2020 ರಿಂದ 23.1.2020 ರವರೆಗೆ	[1158, 339, 1355, 353]
cinemas-table-cell	[1106, 410, 1167, 424]
horse-icon	[1115, 1272, 1185, 1341]
health-text-col1: ಮಳವಳ್ಳಿ, ಜ.21 (ಎಂಬಿಆರ್) – ಒಳ್ಳೆಯ ನಡೆ-ನುಡಿ ಇಲ್ಲದಿದ್ದರೆ ಉತ್ತಮ ಬದುಕು ಅಸಾಧ್ಯ ಎಂದು ಸಾಹಿತಿ ನುಡಿದರು. ಅರಣ್ಯವನ್ನು ಹಂಚುವ ಮೂಲಕ ಬದುಕು ಹಂಚಿಕೊಳ್ಳಬೇಕು.	[560, 1126, 736, 1203]
cinemas-table-cell: (2423569)	[1167, 453, 1218, 464]
race-picks: 1. ಕ್ವಾಟಿ ಚಾರ್ಜರ್ 2. ಸ್ಟಾರ್ ಸನ್ 3. ಬ್ಲ್ಯಾಕ್ ಮ್ಯಾಜಿಕ್	[1113, 1427, 1300, 1439]
cinemas-table-cell: 2 ಪ್ರದರ್ಶನ	[1362, 411, 1401, 422]
race-picks: 1. ಸಲ್ಯೂಟ್ 2. ವಂಡರ್ ಸ್ಟೋರಿ 3. ರಾಜ್‌ವೀರ್	[1113, 1566, 1277, 1578]
cinemas-table-cell: 4 ಪ್ರದರ್ಶನ	[1362, 467, 1401, 478]
cinemas-table-cell: ಗಾಯತ್ರಿ	[1106, 383, 1131, 394]
racing-tip-badge: ಟಿಪ್ಸ್ಟರ್ ಮಿತ್ರ	[1341, 1822, 1400, 1863]
cinemas-table-cell: (2481170)	[1167, 536, 1218, 547]
drc-phone: ದೂ: 4240422/4241800	[1245, 723, 1360, 735]
inox-screen-row: ಸ್ಕ್ರೀನ್ 2 ಚಪಾಕ್ (ಹಿಂ): ಸಂ. 7ಕ್ಕೆ, ಅವನೇ ಶ್ರೀಮನ್ನಾರಾಯಣ (ಕ): ಮ. 1.05	[1107, 967, 1408, 1001]
race-title	[1109, 1640, 1405, 1656]
cinemas-table-cell: (2427584)	[1167, 508, 1218, 519]
cinemas-table-row	[1106, 396, 1407, 410]
race-title	[1109, 1686, 1405, 1703]
